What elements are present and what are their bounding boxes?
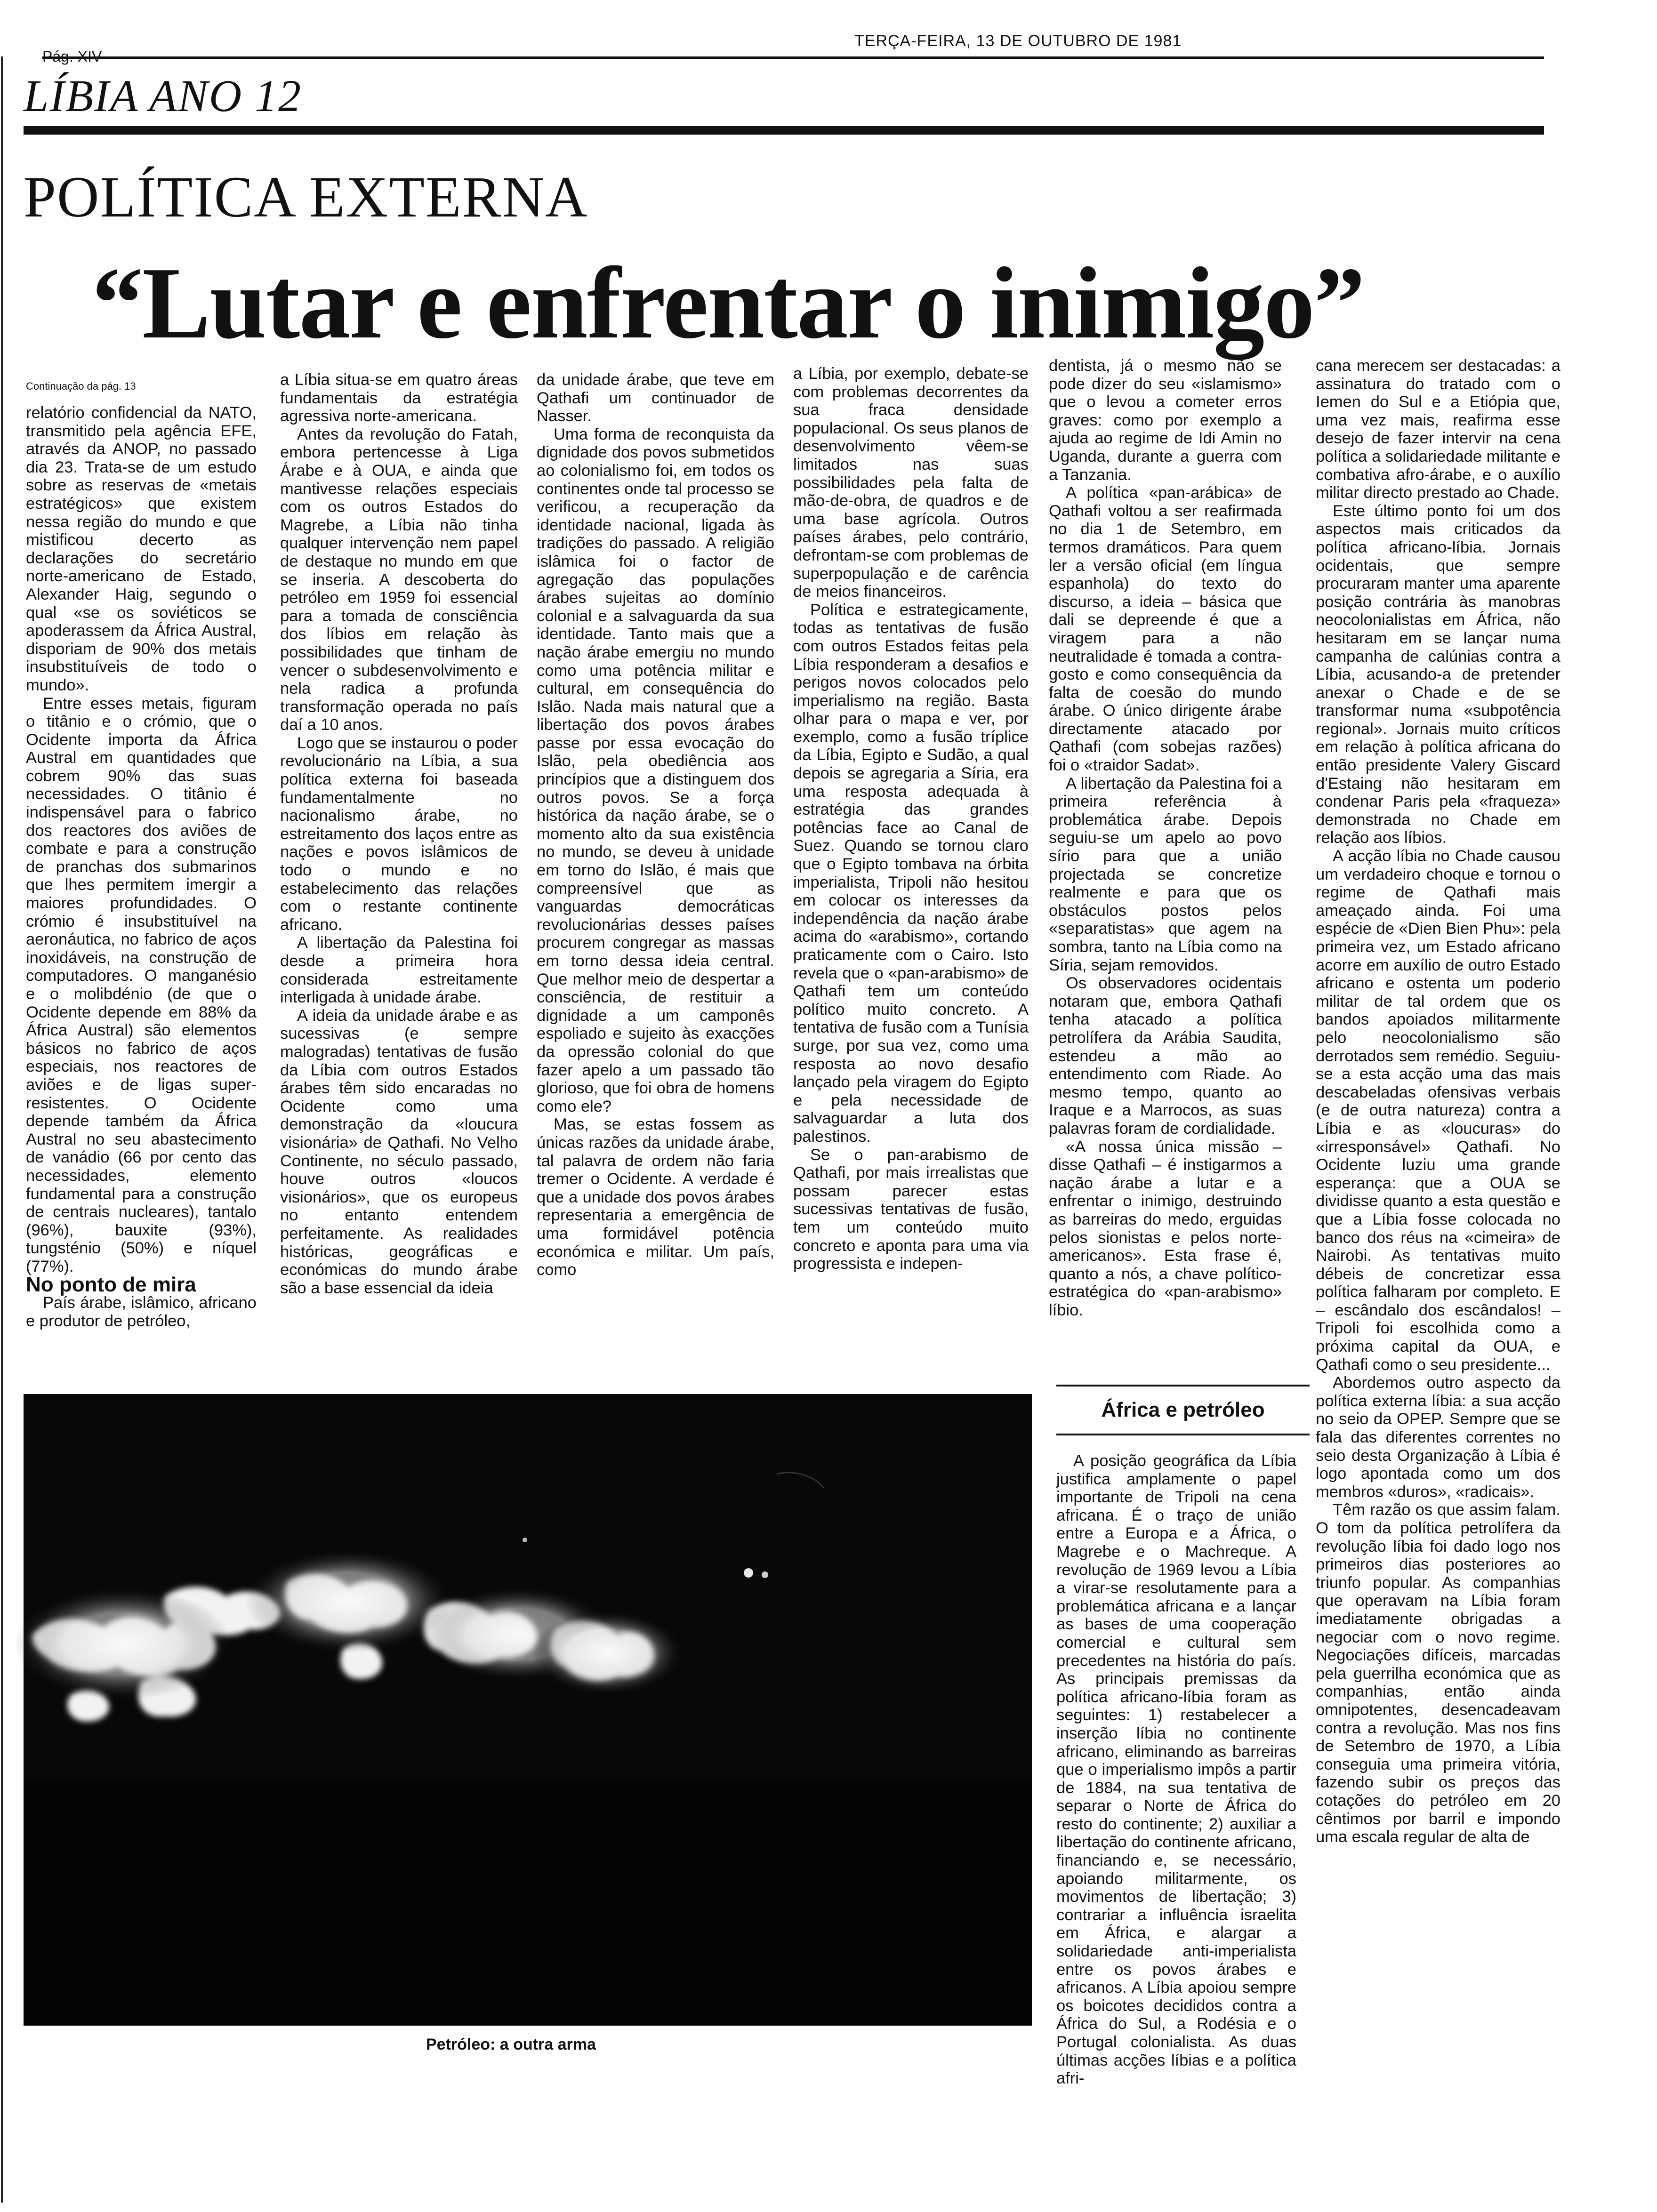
- section-title: LÍBIA ANO 12: [24, 71, 302, 121]
- paragraph: Política e estrategicamente, todas as tentativas de fusão com outros Estados feitas pela Líbia responderam a desafios e perigos novos colocados pelo imperialismo na região. Basta olhar para o mapa e ver, por exemplo, como a fusão tríplice da Líbia, Egipto e Sudão, a qual depois se agregaria a Síria, era uma resposta adequada à estratégia das grandes potências face ao Canal de Suez. Quando se tornou claro que o Egipto tombava na órbita imperialista, Tripoli não hesitou em colocar os interesses da independência da nação árabe acima do «arabismo», cortando praticamente com o Cairo. Isto revela que o «pan-arabismo» de Qathafi tem um conteúdo político muito concreto. A tentativa de fusão com a Tunísia surge, por sua vez, como uma resposta ao novo desafio lançado pela viragem do Egipto e pela necessidade de salvaguardar a luta dos palestinos.: [793, 601, 1029, 1146]
- paragraph: a Líbia situa-se em quatro áreas fundamentais da estratégia agressiva norte-americana.: [280, 371, 518, 425]
- article-column-4: [793, 365, 1029, 1386]
- paragraph: A libertação da Palestina foi a primeira referência à problemática árabe. Depois seguiu-se um apelo ao povo sírio para que a união projectada se concretize realmente e para que os obstáculos postos pelos «separatistas» que agem na sombra, tanto na Líbia como na Síria, sejam removidos.: [1049, 774, 1282, 974]
- paragraph: da unidade árabe, que teve em Qathafi um continuador de Nasser.: [537, 371, 774, 425]
- paragraph: Este último ponto foi um dos aspectos mais criticados da política africano-líbia. Jornais ocidentais, que sempre procuraram manter uma aparente posição contrária às manobras neocolonialistas em África, não hesitaram em se lançar numa campanha de calúnias contra a Líbia, acusando-a de pretender anexar o Chade e de se transformar numa «subpotência regional». Jornais muito críticos em relação à política africana do então presidente Valery Giscard d'Estaing não hesitaram em condenar Paris pela «fraqueza» demonstrada no Chade em relação aos líbios.: [1316, 502, 1560, 847]
- paragraph: Antes da revolução do Fatah, embora pertencesse à Liga Árabe e à OUA, e ainda que mantivesse relações especiais com os outros Estados do Magrebe, a Líbia não tinha qualquer intervenção nem papel de destaque no mundo em que se inseria. A descoberta do petróleo em 1959 foi essencial para a tomada de consciência dos líbios em relação às possibilidades que tinham de vencer o subdesenvolvimento e nela radica a profunda transformação operada no país daí a 10 anos.: [280, 425, 518, 734]
- section-rule: [24, 126, 1544, 135]
- paragraph: A posição geográfica da Líbia justifica amplamente o papel importante de Tripoli na cena africana. É o traço de união entre a Europa e a África, o Magrebe e o Machreque. A revolução de 1969 levou a Líbia a virar-se resolutamente para a problemática africana e a lançar as bases de uma cooperação comercial e cultural sem precedentes na história do país. As principais premissas da política africano-líbia foram as seguintes: 1) restabelecer a inserção líbia no continente africano, eliminando as barreiras que o imperialismo impôs a partir de 1884, na sua tentativa de separar o Norte de África do resto do continente; 2) auxiliar a libertação do continente africano, financiando e, se necessário, apoiando militarmente, os movimentos de libertação; 3) contrariar a influência israelita em África, e alargar a solidariedade anti-imperialista entre os povos árabes e africanos. A Líbia apoiou sempre os boicotes decididos contra a África do Sul, a Rodésia e o Portugal colonialista. As duas últimas acções líbias e a política afri-: [1056, 1452, 1296, 2088]
- photo-caption: Petróleo: a outra arma: [426, 2036, 596, 2053]
- paragraph: Se o pan-arabismo de Qathafi, por mais irrealistas que possam parecer estas sucessivas tentativas de fusão, tem um conteúdo muito concreto e aponta para uma via progressista e indepen-: [793, 1146, 1029, 1273]
- paragraph: A política «pan-arábica» de Qathafi voltou a ser reafirmada no dia 1 de Setembro, em termos dramáticos. Para quem ler a versão oficial (em língua espanhola) do texto do discurso, a ideia – básica que dali se depreende é que a viragem para a não neutralidade é tomada a contra-gosto e como consequência da falta de coesão do mundo árabe. O único dirigente árabe directamente atacado por Qathafi (com sobejas razões) foi o «traidor Sadat».: [1049, 484, 1282, 775]
- paragraph: cana merecem ser destacadas: a assinatura do tratado com o Iemen do Sul e a Etiópia que, uma vez mais, reafirma esse desejo de fazer intervir na cena política a solidariedade militante e combativa afro-árabe, e o auxílio militar directo prestado ao Chade.: [1316, 357, 1560, 502]
- paragraph: País árabe, islâmico, africano e produtor de petróleo,: [26, 1294, 257, 1330]
- paragraph: Uma forma de reconquista da dignidade dos povos submetidos ao colonialismo foi, em todos os continentes onde tal processo se verificou, a recuperação da identidade nacional, ligada às tradições do passado. A religião islâmica foi o factor de agregação das populações árabes sujeitas ao domínio colonial e a salvaguarda da sua identidade. Tanto mais que a nação árabe emergiu no mundo como uma potência militar e cultural, em consequência do Islão. Nada mais natural que a libertação dos povos árabes passe por essa evocação do Islão, pela obediência aos princípios que a distinguem dos outros povos. Se a força histórica da nação árabe, se o momento alto da sua existência no mundo, se deveu à unidade em torno do Islão, é mais que compreensível que as vanguardas democráticas revolucionárias desses países procurem congregar as massas em torno dessa ideia central. Que melhor meio de despertar a consciência, de restituir a dignidade a um camponês espoliado e sujeito às exacções da opressão colonial do que fazer apelo a um passado tão glorioso, que foi obra de homens como ele?: [537, 425, 774, 1115]
- paragraph: A ideia da unidade árabe e as sucessivas (e sempre malogradas) tentativas de fusão da Líbia com outros Estados árabes têm sido encaradas no Ocidente como uma demonstração da «loucura visionária» de Qathafi. No Velho Continente, no século passado, houve outros «loucos visionários», que os europeus no entanto entendem perfeitamente. As realidades históricas, geográficas e económicas do mundo árabe são a base essencial da ideia: [280, 1006, 518, 1297]
- masthead-rule: [42, 56, 1544, 59]
- paragraph: Entre esses metais, figuram o titânio e o crómio, que o Ocidente importa da África Austral em quantidades que cobrem 90% das suas necessidades. O titânio é indispensável para o fabrico dos reactores dos aviões de combate e para a construção de pranchas dos submarinos que lhes permitem imergir a maiores profundidades. O crómio é insubstituível na aeronáutica, no fabrico de aços inoxidáveis, na construção de computadores. O manganésio e o molibdénio (de que o Ocidente depende em 88% da África Austral) são elementos básicos no fabrico de aços especiais, nos reactores de aviões e de ligas super-resistentes. O Ocidente depende também da África Austral no seu abastecimento de vanádio (66 por cento das necessidades, elemento fundamental para a construção de centrais nucleares), tantalo (96%), bauxite (93%), tungsténio (50%) e níquel (77%).: [26, 694, 257, 1275]
- article-column-6: [1316, 357, 1560, 2046]
- paragraph: «A nossa única missão – disse Qathafi – é instigarmos a nação árabe a lutar e a enfrentar o inimigo, destruindo as barreiras do medo, erguidas pelos sionistas e pelos norte-americanos». Esta frase é, quanto a nós, a chave político-estratégica do «pan-arabismo» líbio.: [1049, 1138, 1282, 1319]
- paragraph: a Líbia, por exemplo, debate-se com problemas decorrentes da sua fraca densidade populacional. Os seus planos de desenvolvimento vêem-se limitados nas suas possibilidades pela falta de mão-de-obra, de quadros e de uma base agrícola. Outros países árabes, pelo contrário, defrontam-se com problemas de superpopulação e de carência de meios financeiros.: [793, 365, 1029, 601]
- paragraph: dentista, já o mesmo não se pode dizer do seu «islamismo» que o levou a cometer erros graves: como por exemplo a ajuda ao regime de Idi Amin no Uganda, durante a guerra com a Tanzania.: [1049, 357, 1282, 484]
- photo-image: [24, 1394, 1032, 2026]
- headline: “Lutar e enfrentar o inimigo”: [92, 247, 1365, 360]
- oil-fire-photo: [24, 1394, 1032, 2026]
- article-column-2: [280, 371, 518, 1387]
- box-column: [1056, 1452, 1296, 2088]
- article-column-5: [1049, 357, 1282, 1383]
- paragraph: Mas, se estas fossem as únicas razões da unidade árabe, tal palavra de ordem não faria tremer o Ocidente. A verdade é que a unidade dos povos árabes representaria a emergência de uma formidável potência económica e militar. Um país, como: [537, 1115, 774, 1279]
- paragraph: A acção líbia no Chade causou um verdadeiro choque e tornou o regime de Qathafi mais ameaçado ainda. Foi uma espécie de «Dien Bien Phu»: pela primeira vez, um Estado africano acorre em auxílio de outro Estado africano e ostenta um poderio militar de tal ordem que os bandos apoiados militarmente pelo neocolonialismo são derrotados sem remédio. Seguiu-se a esta acção uma das mais descabeladas ofensivas verbais (e de outra natureza) contra a Líbia e as «loucuras» do «irresponsável» Qathafi. No Ocidente luziu uma grande esperança: que a OUA se dividisse quanto a esta questão e que a Líbia fosse colocada no banco dos réus na «cimeira» de Nairobi. As tentativas muito débeis de concretizar essa política falharam por completo. E – escândalo dos escândalos! – Tripoli foi escolhida como a próxima capital da OUA, e Qathafi como o seu presidente...: [1316, 847, 1560, 1374]
- paragraph: Abordemos outro aspecto da política externa líbia: a sua acção no seio da OPEP. Sempre que se fala das diferentes correntes no seio desta Organização à Líbia é logo apontada como um dos membros «duros», «radicais».: [1316, 1374, 1560, 1501]
- page-edge-rule: [1, 56, 3, 2203]
- continuation-note: Continuação da pág. 13: [26, 380, 136, 392]
- dateline: TERÇA-FEIRA, 13 DE OUTUBRO DE 1981: [854, 32, 1182, 50]
- article-column-3: [537, 371, 774, 1387]
- paragraph: relatório confidencial da NATO, transmitido pela agência EFE, através da ANOP, no passado dia 23. Trata-se de um estudo sobre as reservas de «metais estratégicos» que existem nessa região do mundo e que mistificou decerto as declarações do secretário norte-americano de Estado, Alexander Haig, segundo o qual «se os soviéticos se apoderassem da África Austral, disporiam de 90% dos metais insubstituíveis de todo o mundo».: [26, 404, 257, 694]
- box-title: África e petróleo: [1056, 1385, 1310, 1435]
- article-column-1: [26, 404, 257, 1383]
- paragraph: Logo que se instaurou o poder revolucionário na Líbia, a sua política externa foi baseada fundamentalmente no nacionalismo árabe, no estreitamento dos laços entre as nações e povos islâmicos de todo o mundo e no estabelecimento das relações com o restante continente africano.: [280, 734, 518, 934]
- kicker: POLÍTICA EXTERNA: [24, 165, 588, 229]
- paragraph: A libertação da Palestina foi desde a primeira hora considerada estreitamente interligada à unidade árabe.: [280, 934, 518, 1007]
- paragraph: Os observadores ocidentais notaram que, embora Qathafi tenha atacado a política petrolífera da Arábia Saudita, estendeu a mão ao entendimento com Riade. Ao mesmo tempo, quanto ao Iraque e a Marrocos, as suas palavras foram de cordialidade.: [1049, 974, 1282, 1138]
- paragraph: Têm razão os que assim falam. O tom da política petrolífera da revolução líbia foi dado logo nos primeiros dias posteriores ao triunfo popular. As companhias que operavam na Líbia foram imediatamente obrigadas a negociar com o novo regime. Negociações difíceis, marcadas pela guerrilha económica que as companhias, então ainda omnipotentes, desencadeavam contra a revolução. Mas nos fins de Setembro de 1970, a Líbia conseguia uma primeira vitória, fazendo subir os preços das cotações do petróleo em 20 cêntimos por barril e impondo uma escala regular de alta de: [1316, 1501, 1560, 1846]
- subheading: No ponto de mira: [26, 1273, 196, 1296]
